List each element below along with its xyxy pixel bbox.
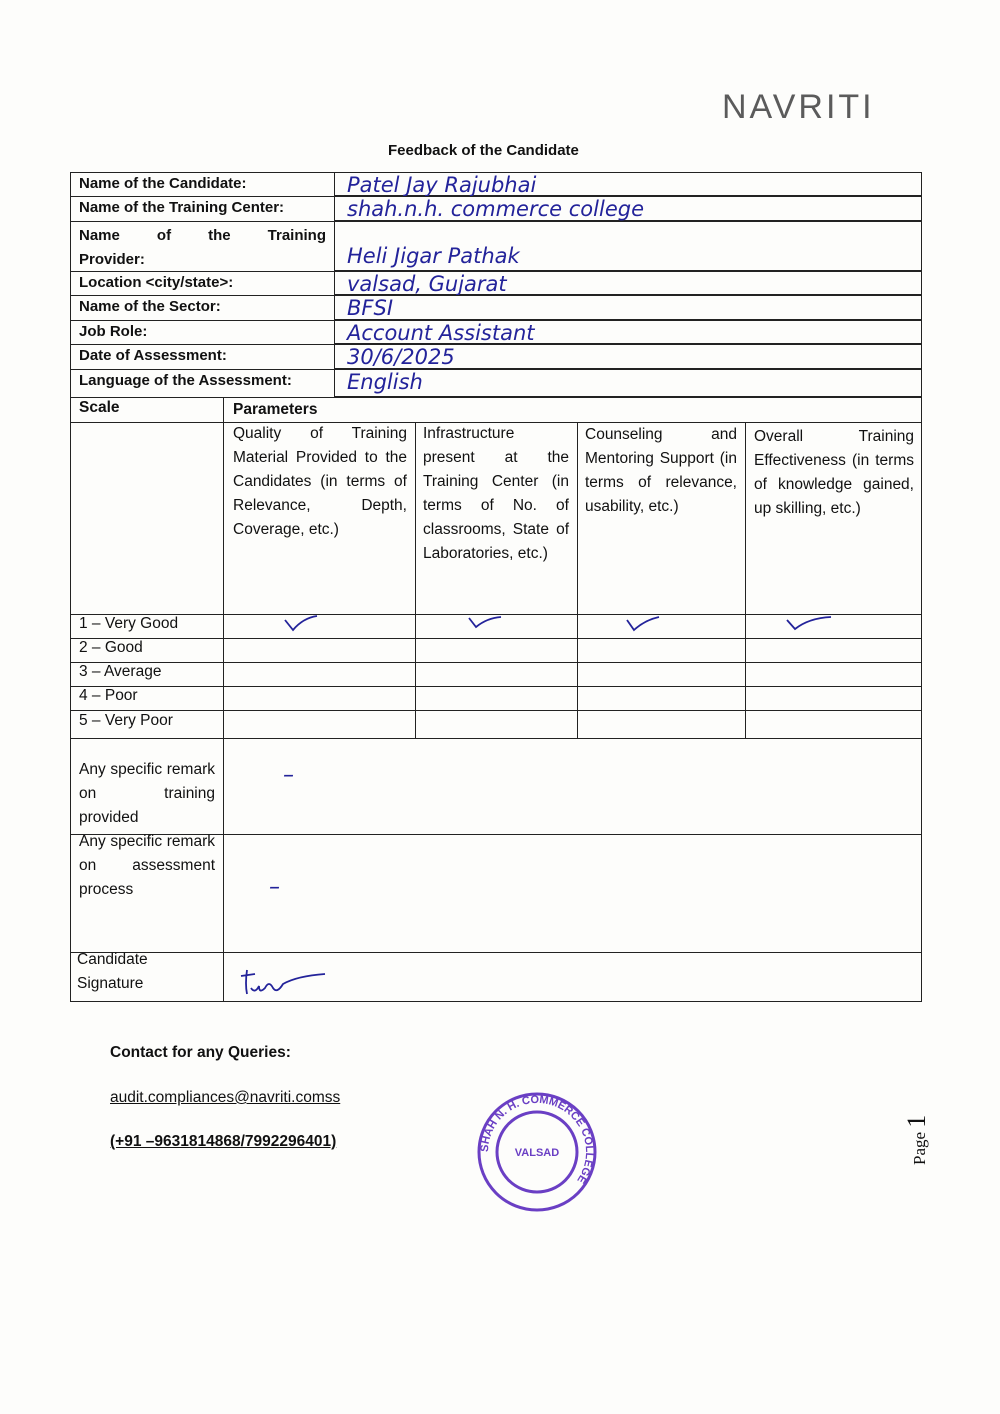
college-stamp <box>475 1090 599 1214</box>
row-sector <box>70 295 922 320</box>
contact-email[interactable]: audit.compliances@navriti.comss <box>110 1089 341 1106</box>
value-location: valsad, Gujarat <box>335 272 921 295</box>
signature-label: Candidate Signature <box>77 951 148 992</box>
remark-assessment-value: – <box>269 875 280 900</box>
param-training-material: Quality of Training Material Provided to the Candidates (in terms of Relevance, Depth, Coverage, etc.) <box>233 425 407 538</box>
param-overall-effectiveness: Overall Training Effectiveness (in terms of knowledge gained, up skilling, etc.) <box>754 428 914 517</box>
scale-poor: 4 – Poor <box>79 687 138 704</box>
row-assessment-date <box>70 344 922 369</box>
navriti-logo: NAVRITI <box>722 88 875 126</box>
row-assessment-language <box>70 369 922 397</box>
contact-phone[interactable]: (+91 –9631814868/7992296401) <box>110 1133 337 1150</box>
param-infrastructure: Infrastructure present at the Training Center (in terms of No. of classrooms, State of Laboratories, etc.) <box>423 425 569 562</box>
document-title: Feedback of the Candidate <box>388 142 579 159</box>
contact-heading: Contact for any Queries: <box>110 1044 291 1061</box>
label-location: Location <city/state>: <box>71 272 335 295</box>
svg-text:VALSAD: VALSAD <box>514 1147 560 1159</box>
scale-very-good: 1 – Very Good <box>79 615 179 632</box>
tick-mark-icon <box>283 612 321 634</box>
tick-mark-icon <box>467 612 505 634</box>
label-training-provider: Name of the Training Provider: <box>71 222 335 271</box>
value-training-center: shah.n.h. commerce college <box>335 197 921 221</box>
tick-mark-icon <box>785 612 835 634</box>
label-training-center: Name of the Training Center: <box>71 197 335 221</box>
page-number: Page 1 <box>902 1114 931 1165</box>
label-assessment-date: Date of Assessment: <box>71 345 335 369</box>
remark-assessment-label: Any specific remark on assessment process <box>79 833 215 898</box>
candidate-signature <box>237 958 333 998</box>
row-location <box>70 271 922 295</box>
value-candidate-name: Patel Jay Rajubhai <box>335 173 921 196</box>
tick-mark-icon <box>625 612 663 634</box>
label-sector: Name of the Sector: <box>71 296 335 320</box>
value-assessment-date: 30/6/2025 <box>335 345 921 369</box>
row-candidate-name <box>70 172 922 196</box>
row-job-role <box>70 320 922 344</box>
svg-text:SHAH N. H. COMMERCE COLLEGE: SHAH N. H. COMMERCE COLLEGE <box>478 1093 596 1186</box>
label-candidate-name: Name of the Candidate: <box>71 173 335 196</box>
rating-table <box>70 397 922 1002</box>
scale-average: 3 – Average <box>79 663 162 680</box>
param-counseling: Counseling and Mentoring Support (in terms of relevance, usability, etc.) <box>585 426 737 515</box>
row-training-provider <box>70 221 922 271</box>
remark-training-value: – <box>283 763 294 788</box>
value-training-provider: Heli Jigar Pathak <box>335 222 921 271</box>
value-sector: BFSI <box>335 296 921 320</box>
value-job-role: Account Assistant <box>335 321 921 344</box>
row-training-center <box>70 196 922 221</box>
scale-header: Scale <box>79 399 120 416</box>
label-assessment-language: Language of the Assessment: <box>71 370 335 397</box>
scale-very-poor: 5 – Very Poor <box>79 712 173 729</box>
remark-training-label: Any specific remark on training provided <box>79 761 215 826</box>
label-job-role: Job Role: <box>71 321 335 344</box>
scale-good: 2 – Good <box>79 639 143 656</box>
value-assessment-language: English <box>335 370 921 397</box>
parameters-header: Parameters <box>233 401 318 418</box>
